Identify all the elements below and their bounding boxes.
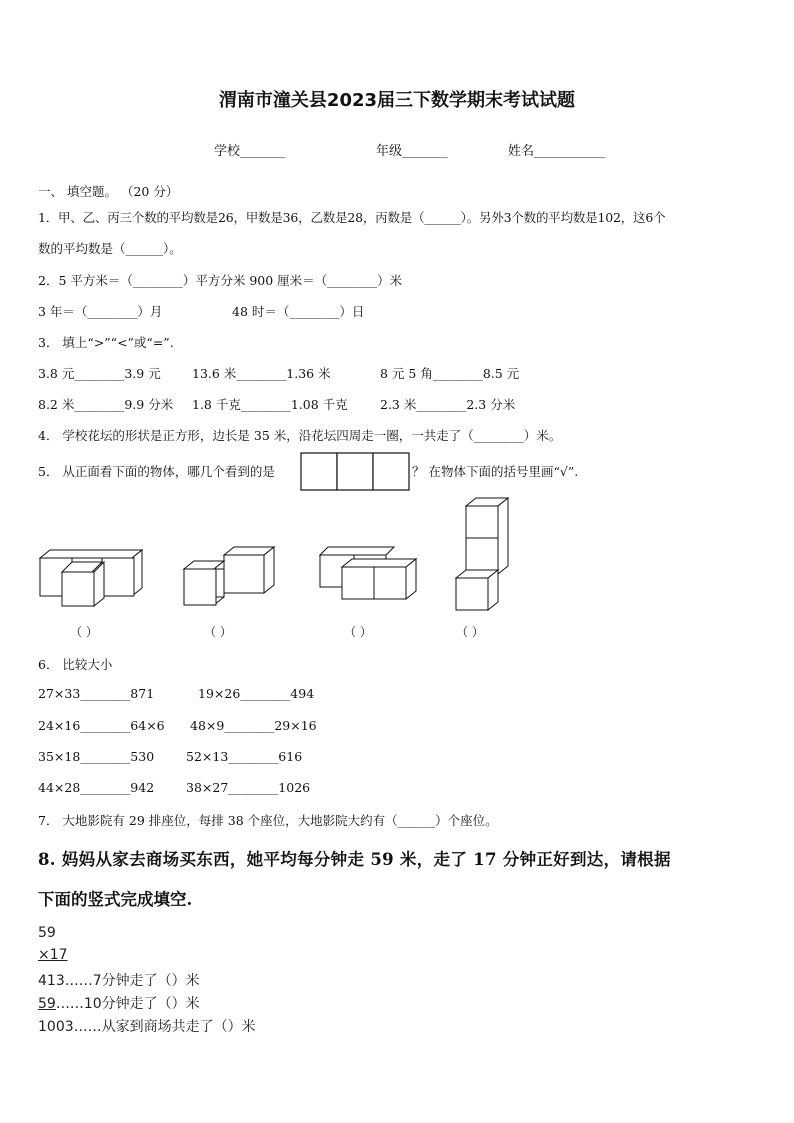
q6-row4-item2: 38×27________1026 [186, 780, 311, 795]
q3-row2-item1: 8.2 米________9.9 分米 [38, 397, 174, 412]
section-heading: 一、 填空题。 （20 分） [38, 184, 179, 199]
question-5-stem-after: ？ 在物体下面的括号里画“√”. [412, 464, 579, 479]
cube-figure-3 [318, 545, 418, 603]
question-1-line-2: 数的平均数是（______）。 [38, 241, 182, 256]
question-8-line-1: 8. 妈妈从家去商场买东西，她平均每分钟走 59 米，走了 17 分钟正好到达，请根据 [38, 850, 671, 869]
q3-row2-item3: 2.3 米________2.3 分米 [380, 397, 516, 412]
grade-blank: _______ [402, 144, 448, 159]
figure-4-answer: （ ） [456, 625, 484, 639]
question-6-stem: 6． 比较大小 [38, 657, 113, 672]
q6-row3-item1: 35×18________530 [38, 749, 155, 764]
name-label: 姓名 [508, 144, 535, 159]
calc-line-2: ×17 [38, 947, 68, 963]
three-square-view [300, 452, 410, 492]
q3-row2-item2: 1.8 千克________1.08 千克 [192, 397, 348, 412]
question-3-stem: 3． 填上“>”“<”或“=”. [38, 335, 174, 350]
page-title: 渭南市潼关县2023届三下数学期末考试试题 [218, 90, 576, 111]
calc-line-4 [38, 993, 200, 1013]
cube-figure-1 [38, 548, 150, 610]
school-blank: _______ [240, 144, 286, 159]
q6-row2-item2: 48×9________29×16 [190, 718, 317, 733]
cube-figure-2 [180, 545, 280, 610]
name-blank: ___________ [534, 144, 606, 159]
q6-row4-item1: 44×28________942 [38, 780, 155, 795]
school-field [214, 140, 286, 159]
grade-field [376, 140, 448, 159]
q6-row1-item2: 19×26________494 [198, 686, 315, 701]
q3-row1-item1: 3.8 元________3.9 元 [38, 366, 161, 381]
figure-1-answer: （ ） [70, 625, 98, 639]
question-1-line-1: 1．甲、乙、丙三个数的平均数是26，甲数是36，乙数是28，丙数是（______）。另外3个数的平均数是102，这6个 [38, 210, 666, 225]
school-label: 学校 [214, 144, 241, 159]
question-7: 7． 大地影院有 29 排座位，每排 38 个座位，大地影院大约有（______）个座位。 [38, 813, 498, 828]
q3-row1-item3: 8 元 5 角________8.5 元 [380, 366, 520, 381]
cube-figure-4 [452, 496, 512, 614]
calc-line-4-text: ……10分钟走了（）米 [55, 996, 200, 1012]
q6-row1-item1: 27×33________871 [38, 686, 155, 701]
question-2-line-1: 2．5 平方米＝（________）平方分米 900 厘米＝（________）米 [38, 273, 403, 288]
q3-row1-item2: 13.6 米________1.36 米 [192, 366, 331, 381]
figure-3-answer: （ ） [344, 625, 372, 639]
question-2-line-2b: 48 时＝（________）日 [232, 304, 365, 319]
q6-row2-item1: 24×16________64×6 [38, 718, 165, 733]
q6-row3-item2: 52×13________616 [186, 749, 303, 764]
calc-line-1: 59 [38, 925, 56, 941]
calc-line-3: 413……7分钟走了（）米 [38, 973, 200, 989]
calc-line-5: 1003……从家到商场共走了（）米 [38, 1019, 256, 1035]
question-4: 4． 学校花坛的形状是正方形，边长是 35 米，沿花坛四周走一圈，一共走了（________）米。 [38, 428, 562, 443]
question-2-line-2a: 3 年＝（________）月 [38, 304, 163, 319]
name-field [508, 140, 606, 159]
question-8-line-2: 下面的竖式完成填空. [38, 890, 193, 909]
figure-2-answer: （ ） [204, 625, 232, 639]
grade-label: 年级 [376, 144, 403, 159]
question-5-stem-before: 5． 从正面看下面的物体，哪几个看到的是 [38, 464, 275, 479]
calc-line-4-number: 59 [38, 996, 56, 1012]
